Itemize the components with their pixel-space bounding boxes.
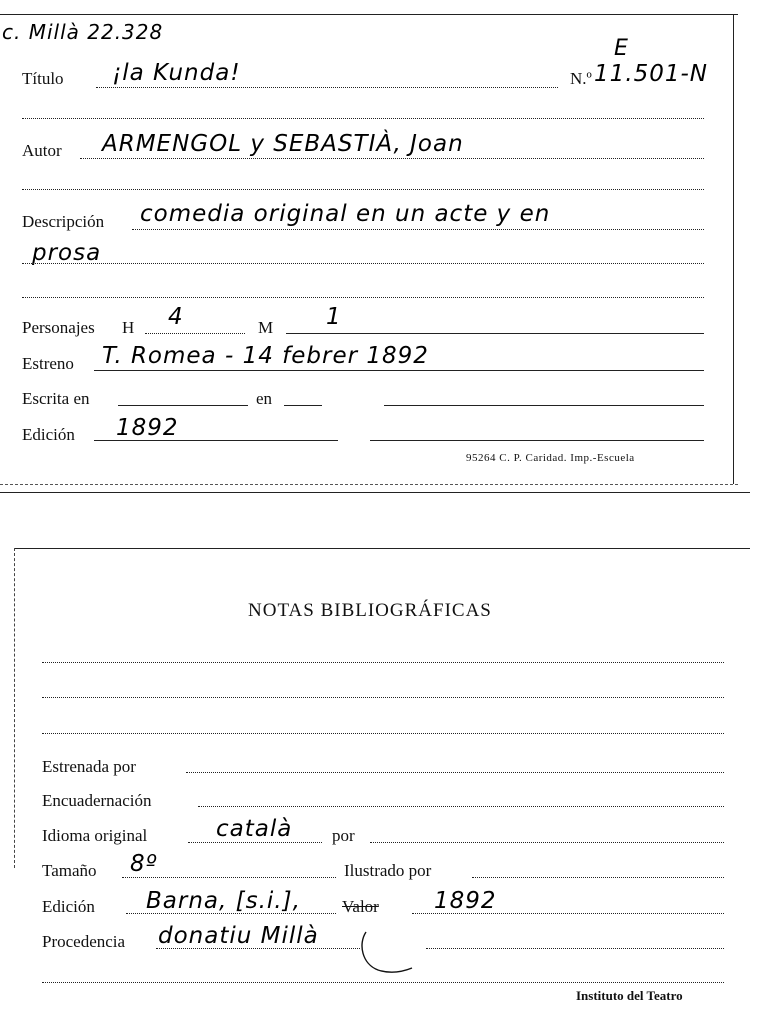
ilustrado-label: Ilustrado por	[344, 861, 432, 880]
printer-imprint: 95264 C. P. Caridad. Imp.-Escuela	[466, 452, 635, 464]
escrita-en-label: en	[256, 389, 273, 408]
descripcion-value-line2: prosa	[32, 240, 102, 266]
estrenada-line	[186, 772, 724, 773]
escrita-label: Escrita en	[22, 389, 90, 408]
valor-label: Valor	[342, 897, 379, 916]
personajes-label: Personajes	[22, 318, 95, 337]
procedencia-label: Procedencia	[42, 932, 126, 951]
personajes-h-label: H	[122, 318, 135, 337]
notes-line-last	[42, 982, 724, 983]
estreno-value: T. Romea - 14 febrer 1892	[102, 343, 429, 369]
personajes-m-value: 1	[326, 304, 342, 330]
number-letter: E	[614, 36, 629, 61]
ilustrado-line	[472, 877, 724, 878]
encuadernacion-line	[198, 806, 724, 807]
catalog-reference: c. Millà 22.328	[2, 20, 164, 44]
procedencia-line	[156, 948, 360, 949]
estrenada-label: Estrenada por	[42, 757, 136, 776]
valor-value: 1892	[434, 888, 497, 914]
tamano-value: 8º	[130, 851, 158, 877]
descripcion-line-2	[22, 263, 704, 264]
escrita-line	[118, 405, 248, 406]
footer-institution: Instituto del Teatro	[576, 988, 683, 1003]
edicion-extra-line	[370, 440, 704, 441]
estreno-label: Estreno	[22, 354, 74, 373]
blank-line-3	[22, 297, 704, 298]
notes-line-2	[42, 697, 724, 698]
encuadernacion-label: Encuadernación	[42, 791, 152, 810]
number-prefix-label: N.º	[570, 69, 592, 88]
handwritten-mark	[356, 928, 420, 978]
escrita-en-line	[284, 405, 322, 406]
edicion-value: 1892	[116, 415, 179, 441]
card-upper-top-edge	[0, 14, 738, 15]
personajes-m-label: M	[258, 318, 274, 337]
tamano-line	[122, 877, 336, 878]
number-value: 11.501-N	[594, 61, 708, 87]
blank-line-2	[22, 189, 704, 190]
idioma-value: català	[216, 816, 293, 842]
idioma-line	[188, 842, 322, 843]
titulo-label: Título	[22, 69, 64, 88]
tamano-label: Tamaño	[42, 861, 97, 880]
por-label: por	[332, 826, 355, 845]
edicion-label: Edición	[22, 425, 75, 444]
card-upper-base-line	[0, 492, 750, 493]
notes-line-1	[42, 662, 724, 663]
idioma-label: Idioma original	[42, 826, 148, 845]
procedencia-extra-line	[426, 948, 724, 949]
autor-line	[80, 158, 704, 159]
card-upper-right-edge	[733, 14, 734, 484]
escrita-extra-line	[384, 405, 704, 406]
edicion2-line	[126, 913, 336, 914]
procedencia-value: donatiu Millà	[158, 923, 319, 949]
handwritten-mark-stroke	[362, 932, 412, 972]
notes-title: NOTAS BIBLIOGRÁFICAS	[248, 600, 492, 621]
blank-line-1	[22, 118, 704, 119]
personajes-m-line	[286, 333, 704, 334]
card-upper-bottom-edge	[0, 484, 738, 485]
notes-line-3	[42, 733, 724, 734]
autor-value: ARMENGOL y SEBASTIÀ, Joan	[102, 131, 464, 157]
edicion2-label: Edición	[42, 897, 95, 916]
personajes-h-value: 4	[168, 304, 184, 330]
descripcion-value-line1: comedia original en un acte y en	[140, 201, 551, 227]
autor-label: Autor	[22, 141, 62, 160]
descripcion-label: Descripción	[22, 212, 105, 231]
valor-line	[412, 913, 724, 914]
por-line	[370, 842, 724, 843]
card-lower-top-edge	[14, 548, 750, 549]
edicion2-value: Barna, [s.i.],	[146, 888, 301, 914]
titulo-line	[96, 87, 558, 88]
estreno-line	[94, 370, 704, 371]
card-lower-left-edge	[14, 548, 15, 868]
descripcion-line-1	[132, 229, 704, 230]
edicion-line	[94, 440, 338, 441]
personajes-h-line	[145, 333, 245, 334]
titulo-value: ¡la Kunda!	[112, 60, 241, 86]
